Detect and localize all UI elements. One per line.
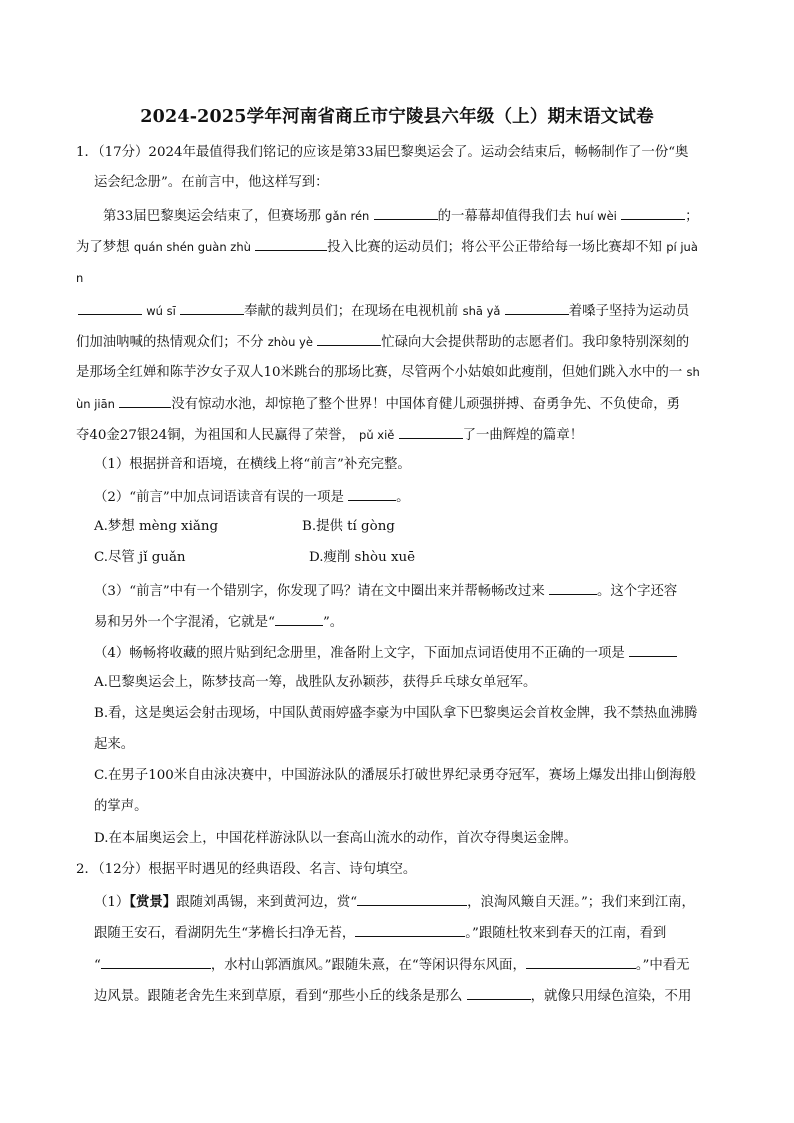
q1-preface-line6: 是那场全红婵和陈芋汐女子双人10米跳台的那场比赛，尽管两个小姑娘如此瘦削，但她们跳入水中的一 sh <box>76 365 700 380</box>
q1-option-c: C.尽管 jǐ guǎn <box>94 550 186 565</box>
q1-sub1: （1）根据拼音和语境，在横线上将“前言”补充完整。 <box>94 457 411 472</box>
pinyin-sha-ya: shā yǎ <box>462 304 501 318</box>
answer-blank[interactable] <box>467 985 531 1000</box>
answer-blank[interactable] <box>119 393 171 408</box>
q1-sub3-line1: （3）“前言”中有一个错别字，你发现了吗？请在文中圈出来并帮畅畅改过来 。这个字还容 <box>94 580 677 602</box>
answer-blank[interactable] <box>78 300 142 315</box>
answer-blank[interactable] <box>505 300 569 315</box>
q1-option-d: D.瘦削 shòu xuē <box>309 550 416 565</box>
q1-sub4-option-b-line1: B.看，这是奥运会射击现场，中国队黄雨婷盛李豪为中国队拿下巴黎奥运会首枚金牌，我不禁热血沸腾 <box>94 706 698 721</box>
q1-preface-line4: wú sī 奉献的裁判员们；在现场在电视机前 shā yǎ 着嗓子坚持为运动员 <box>78 300 689 322</box>
q2-line1: （1）【赏景】跟随刘禹锡，来到黄河边，赏“ ，浪淘风簸自天涯。”；我们来到江南， <box>94 891 695 913</box>
answer-blank[interactable] <box>317 331 381 346</box>
q1-preface-line1: 第33届巴黎奥运会结束了，但赛场那 gǎn rén 的一幕幕却值得我们去 huí wèi ； <box>103 205 699 227</box>
q1-option-b: B.提供 tí gòng <box>302 519 395 534</box>
answer-blank[interactable] <box>549 580 597 595</box>
answer-blank[interactable] <box>180 300 244 315</box>
q1-sub3-line2: 易和另外一个字混淆，它就是“ ”。 <box>94 611 343 633</box>
answer-blank[interactable] <box>348 486 396 501</box>
answer-blank[interactable] <box>255 236 327 251</box>
page-title: 2024-2025学年河南省商丘市宁陵县六年级（上）期末语文试卷 <box>140 107 654 127</box>
q1-sub2: （2）“前言”中加点词语读音有误的一项是 。 <box>94 486 410 508</box>
q2-line2: 跟随王安石，看湖阴先生“茅檐长扫净无苔， 。”跟随杜牧来到春天的江南，看到 <box>94 922 666 944</box>
q1-preface-line8: 夺40金27银24铜，为祖国和人民赢得了荣誉， pǔ xiě 了一曲辉煌的篇章！ <box>76 424 583 446</box>
q1-sub4-option-c-line2: 的掌声。 <box>94 799 148 814</box>
q2-line3: “ ，水村山郭酒旗风。”跟随朱熹，在“等闲识得东风面， 。”中看无 <box>94 954 690 976</box>
q1-stem-line2: 运会纪念册”。在前言中，他这样写到： <box>94 175 329 190</box>
q1-sub4-option-d: D.在本届奥运会上，中国花样游泳队以一套高山流水的动作，首次夺得奥运金牌。 <box>94 831 578 846</box>
answer-blank[interactable] <box>357 891 467 906</box>
q1-preface-line3: n <box>76 271 84 285</box>
q1-preface-line5: 们加油呐喊的热情观众们；不分 zhòu yè 忙碌向大会提供帮助的志愿者们。我印象特别深刻的 <box>76 331 689 353</box>
q2-line4: 边风景。跟随老舍先生来到草原，看到“那些小丘的线条是那么 ，就像只用绿色渲染，不用 <box>94 985 691 1007</box>
q1-preface-line2: 为了梦想 quán shén guàn zhù 投入比赛的运动员们；将公平公正带给每一场比赛却不知 pí juà <box>76 236 698 258</box>
pinyin-gan-ren: gǎn rén <box>325 209 370 223</box>
answer-blank[interactable] <box>355 922 465 937</box>
pinyin-hui-wei: huí wèi <box>575 209 617 223</box>
answer-blank[interactable] <box>629 642 677 657</box>
answer-blank[interactable] <box>275 611 323 626</box>
q1-preface-line7: ùn jiān 没有惊动水池，却惊艳了整个世界！中国体育健儿顽强拼搏、奋勇争先、不负使命，勇 <box>76 393 680 415</box>
pinyin-wu-si: wú sī <box>146 304 176 318</box>
section-tag-scenery: 【赏景】 <box>129 894 177 910</box>
q1-sub4-option-b-line2: 起来。 <box>94 737 135 752</box>
answer-blank[interactable] <box>399 424 463 439</box>
q1-option-a: A.梦想 mèng xiǎng <box>94 519 219 534</box>
pinyin-pu-xie: pǔ xiě <box>359 428 395 442</box>
q2-stem: 2．（12分）根据平时遇见的经典语段、名言、诗句填空。 <box>76 862 417 877</box>
pinyin-pi-juan: pí juà <box>666 240 698 254</box>
answer-blank[interactable] <box>526 954 636 969</box>
q1-sub4-option-a: A.巴黎奥运会上，陈梦技高一筹，战胜队友孙颖莎，获得乒乓球女单冠军。 <box>94 675 537 690</box>
q1-sub4-option-c-line1: C.在男子100米自由泳决赛中，中国游泳队的潘展乐打破世界纪录勇夺冠军，赛场上爆发出排山倒海般 <box>94 768 696 783</box>
answer-blank[interactable] <box>374 205 438 220</box>
q1-stem-line1: 1．（17分）2024年最值得我们铭记的应该是第33届巴黎奥运会了。运动会结束后，畅畅制作了一份“奥 <box>76 145 689 160</box>
pinyin-quan-shen-guan-zhu: quán shén guàn zhù <box>133 240 251 254</box>
answer-blank[interactable] <box>101 954 211 969</box>
pinyin-shun-jian: ùn jiān <box>76 397 115 411</box>
q1-sub4: （4）畅畅将收藏的照片贴到纪念册里，准备附上文字，下面加点词语使用不正确的一项是 <box>94 642 677 664</box>
pinyin-zhou-ye: zhòu yè <box>267 335 313 349</box>
answer-blank[interactable] <box>621 205 685 220</box>
